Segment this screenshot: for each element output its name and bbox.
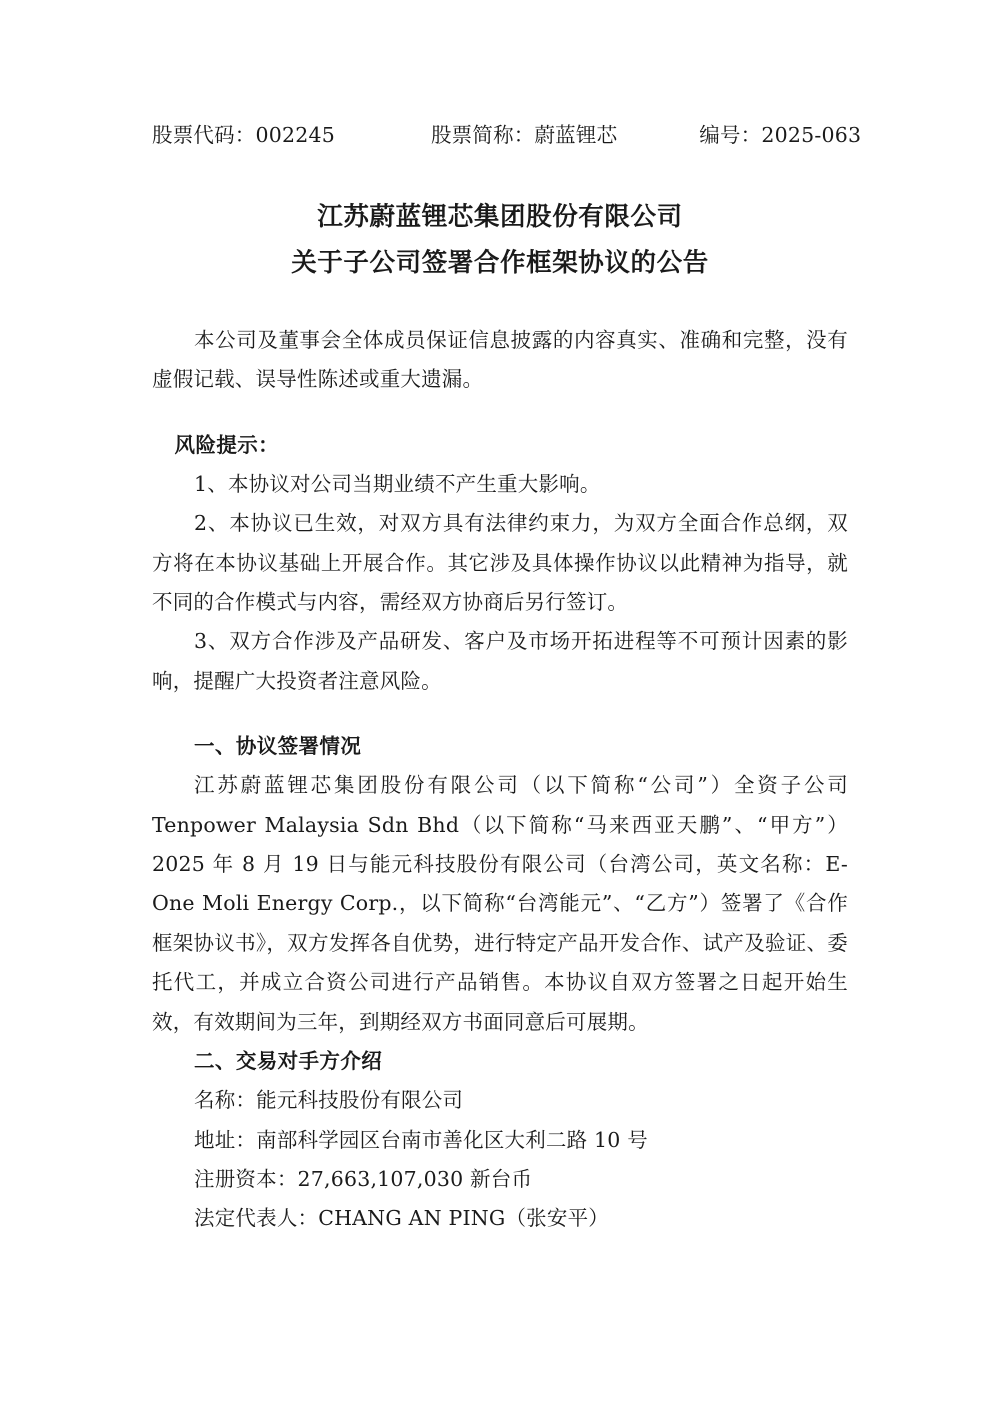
stock-abbreviation: 股票简称：蔚蓝锂芯 bbox=[430, 123, 618, 147]
stock-code: 股票代码：002245 bbox=[152, 123, 335, 147]
section-two bbox=[152, 1042, 848, 1239]
section-two-heading: 二、交易对手方介绍 bbox=[194, 1048, 383, 1073]
risk-item-2: 2、本协议已生效，对双方具有法律约束力，为双方全面合作总纲，双方将在本协议基础上开展合作。其它涉及具体操作协议以此精神为指导，就不同的合作模式与内容，需经双方协商后另行签订。 bbox=[152, 511, 848, 614]
document-number: 编号：2025-063 bbox=[699, 123, 862, 147]
risk-item-1: 1、本协议对公司当期业绩不产生重大影响。 bbox=[194, 471, 601, 496]
risk-item-3: 3、双方合作涉及产品研发、客户及市场开拓进程等不可预计因素的影响，提醒广大投资者注意风险。 bbox=[152, 629, 848, 693]
title-line-subject: 关于子公司签署合作框架协议的公告 bbox=[291, 248, 709, 279]
section-one-paragraph: 江苏蔚蓝锂芯集团股份有限公司（以下简称“公司”）全资子公司 Tenpower Malaysia Sdn Bhd（以下简称“马来西亚天鹏”、“甲方”）2025 年 8 月 19 日与能元科技股份有限公司（台湾公司，英文名称：E-One Moli Energy Corp.，以下简称“台湾能元”、“乙方”）签署了《合作框架协议书》，双方发挥各自优势，进行特定产品开发合作、试产及验证、委托代工，并成立合资公司进行产品销售。本协议自双方签署之日起开始生效，有效期间为三年，到期经双方书面同意后可展期。 bbox=[152, 773, 848, 1034]
risk-section bbox=[152, 426, 848, 702]
counterparty-legal-representative: 法定代表人：CHANG AN PING（张安平） bbox=[194, 1206, 609, 1231]
risk-heading: 风险提示： bbox=[174, 432, 280, 457]
title-line-company: 江苏蔚蓝锂芯集团股份有限公司 bbox=[317, 202, 683, 232]
section-one bbox=[152, 727, 848, 1042]
page-title bbox=[152, 194, 848, 287]
guarantee-statement: 本公司及董事会全体成员保证信息披露的内容真实、准确和完整，没有虚假记载、误导性陈述或重大遗漏。 bbox=[152, 327, 848, 392]
counterparty-capital: 注册资本：27,663,107,030 新台币 bbox=[194, 1167, 533, 1191]
counterparty-name: 名称：能元科技股份有限公司 bbox=[194, 1088, 464, 1113]
document-header bbox=[152, 118, 862, 148]
counterparty-address: 地址：南部科学园区台南市善化区大利二路 10 号 bbox=[194, 1127, 648, 1152]
section-one-heading: 一、协议签署情况 bbox=[194, 734, 362, 759]
